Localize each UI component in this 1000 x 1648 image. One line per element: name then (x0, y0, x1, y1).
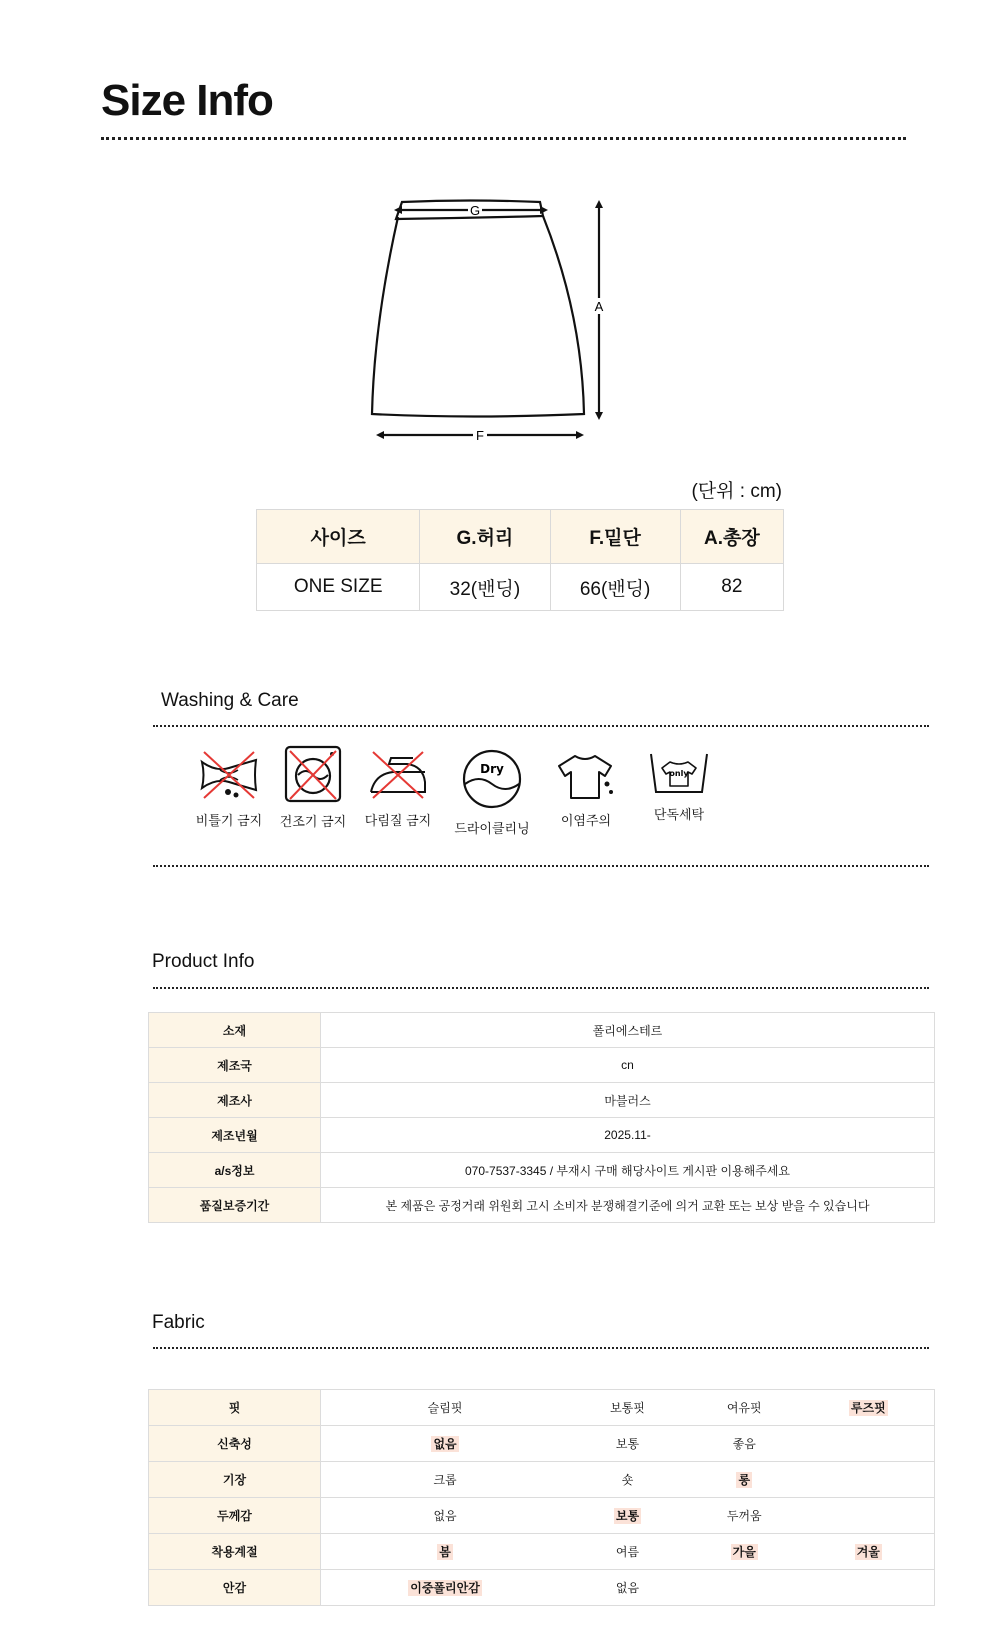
fabric-key: 기장 (149, 1462, 321, 1498)
fabric-option-selected: 가을 (732, 1545, 756, 1559)
fabric-option-selected: 보통 (615, 1509, 640, 1523)
fabric-key: 핏 (149, 1390, 321, 1426)
cell-length: 82 (680, 564, 783, 611)
fabric-option: 슬림핏 (427, 1401, 463, 1415)
wash-label: 비틀기 금지 (195, 813, 263, 828)
fabric-option: 크롭 (433, 1473, 457, 1487)
wash-label: 이염주의 (560, 813, 612, 828)
info-key: 제조국 (149, 1048, 321, 1083)
fabric-option-cell (803, 1462, 935, 1498)
no-iron-icon (367, 748, 429, 802)
fabric-option-cell (686, 1462, 803, 1498)
size-table-header (257, 510, 784, 564)
info-value: 마블러스 (321, 1083, 935, 1118)
table-row (149, 1118, 935, 1153)
fabric-option-cell (321, 1534, 570, 1570)
table-row (149, 1570, 935, 1606)
cell-waist: 32(밴딩) (420, 564, 550, 611)
fabric-option: 좋음 (732, 1437, 756, 1451)
table-row (149, 1048, 935, 1083)
fabric-option-cell (569, 1462, 686, 1498)
fabric-option-cell (569, 1426, 686, 1462)
fabric-option-cell (686, 1534, 803, 1570)
table-row (149, 1390, 935, 1426)
table-row (257, 564, 784, 611)
dye-transfer-icon (555, 752, 617, 802)
wash-label: 다림질 금지 (364, 813, 432, 828)
cell-size: ONE SIZE (257, 564, 420, 611)
dry-text: Dry (480, 762, 504, 776)
info-value: 폴리에스테르 (321, 1013, 935, 1048)
fabric-option-cell (686, 1390, 803, 1426)
fabric-option-cell (803, 1390, 935, 1426)
fabric-option: 두꺼움 (726, 1509, 762, 1523)
fabric-key: 신축성 (149, 1426, 321, 1462)
unit-label: (단위 : cm) (691, 481, 782, 502)
g-label: G (469, 203, 481, 218)
header-waist: G.허리 (420, 510, 550, 564)
wash-item (541, 752, 631, 829)
info-key: 제조년월 (149, 1118, 321, 1153)
wash-label: 드라이클리닝 (454, 821, 530, 836)
fabric-option-cell (686, 1426, 803, 1462)
fabric-option-selected: 이중폴리안감 (410, 1581, 480, 1595)
fabric-option: 보통핏 (610, 1401, 645, 1415)
info-value: 본 제품은 공정거래 위원회 고시 소비자 분쟁해결기준에 의거 교환 또는 보상 받을 수 있습니다 (321, 1188, 935, 1223)
table-row (149, 1083, 935, 1118)
fabric-option-cell (569, 1534, 686, 1570)
fabric-option-selected: 겨울 (856, 1545, 880, 1559)
wash-item (184, 748, 274, 829)
product-info-title: Product Info (152, 951, 255, 972)
wash-label: 단독세탁 (653, 807, 705, 822)
fabric-table (148, 1389, 935, 1606)
fabric-option-cell (803, 1570, 935, 1606)
f-label: F (476, 428, 484, 443)
no-wring-icon (198, 748, 260, 802)
fabric-key: 착용계절 (149, 1534, 321, 1570)
fabric-option-cell (321, 1426, 570, 1462)
fabric-option: 여유핏 (726, 1401, 762, 1415)
wash-item (634, 752, 724, 823)
fabric-option-cell (569, 1498, 686, 1534)
fabric-option-cell (686, 1498, 803, 1534)
header-size: 사이즈 (257, 510, 420, 564)
fabric-option-cell (569, 1570, 686, 1606)
divider (153, 1347, 929, 1349)
product-info-table (148, 1012, 935, 1223)
fabric-option-cell (569, 1390, 686, 1426)
table-row (149, 1426, 935, 1462)
washing-title: Washing & Care (161, 690, 299, 711)
table-row (149, 1013, 935, 1048)
fabric-option-selected: 루즈핏 (850, 1401, 886, 1415)
a-label: A (594, 299, 604, 314)
cell-hem: 66(밴딩) (550, 564, 680, 611)
table-row (149, 1534, 935, 1570)
fabric-option-selected: 롱 (738, 1473, 751, 1487)
fabric-option-cell (321, 1498, 570, 1534)
only-text: only (669, 769, 689, 778)
info-value: cn (321, 1048, 935, 1083)
fabric-option-cell (803, 1534, 935, 1570)
table-row (149, 1498, 935, 1534)
fabric-key: 두께감 (149, 1498, 321, 1534)
info-key: 소재 (149, 1013, 321, 1048)
wash-item (447, 748, 537, 837)
wash-separately-icon (648, 752, 710, 796)
table-row (149, 1153, 935, 1188)
fabric-option-cell (321, 1390, 570, 1426)
table-row (149, 1188, 935, 1223)
divider (101, 137, 906, 140)
fabric-option-cell (686, 1570, 803, 1606)
wash-item (353, 748, 443, 829)
fabric-option-selected: 없음 (433, 1437, 457, 1451)
table-row (149, 1462, 935, 1498)
fabric-option: 없음 (433, 1509, 457, 1523)
info-key: 품질보증기간 (149, 1188, 321, 1223)
wash-label: 건조기 금지 (279, 814, 347, 829)
fabric-option: 보통 (615, 1437, 640, 1451)
fabric-option-selected: 봄 (439, 1545, 451, 1559)
header-length: A.총장 (680, 510, 783, 564)
fabric-option-cell (321, 1570, 570, 1606)
fabric-key: 안감 (149, 1570, 321, 1606)
info-value: 2025.11- (321, 1118, 935, 1153)
skirt-diagram (360, 194, 615, 444)
info-key: a/s정보 (149, 1153, 321, 1188)
info-value: 070-7537-3345 / 부재시 구매 해당사이트 게시판 이용해주세요 (321, 1153, 935, 1188)
divider (153, 725, 929, 727)
size-table (256, 509, 784, 611)
header-hem: F.밑단 (550, 510, 680, 564)
no-tumble-dry-icon (282, 745, 344, 803)
fabric-option-cell (803, 1498, 935, 1534)
divider (153, 865, 929, 867)
wash-item (268, 745, 358, 830)
dry-clean-icon (461, 748, 523, 810)
divider (153, 987, 929, 989)
size-info-title: Size Info (101, 76, 273, 125)
info-key: 제조사 (149, 1083, 321, 1118)
fabric-title: Fabric (152, 1312, 205, 1333)
fabric-option: 여름 (615, 1545, 640, 1559)
fabric-option-cell (803, 1426, 935, 1462)
fabric-option-cell (321, 1462, 570, 1498)
fabric-option: 없음 (615, 1581, 640, 1595)
fabric-option: 숏 (621, 1473, 634, 1487)
